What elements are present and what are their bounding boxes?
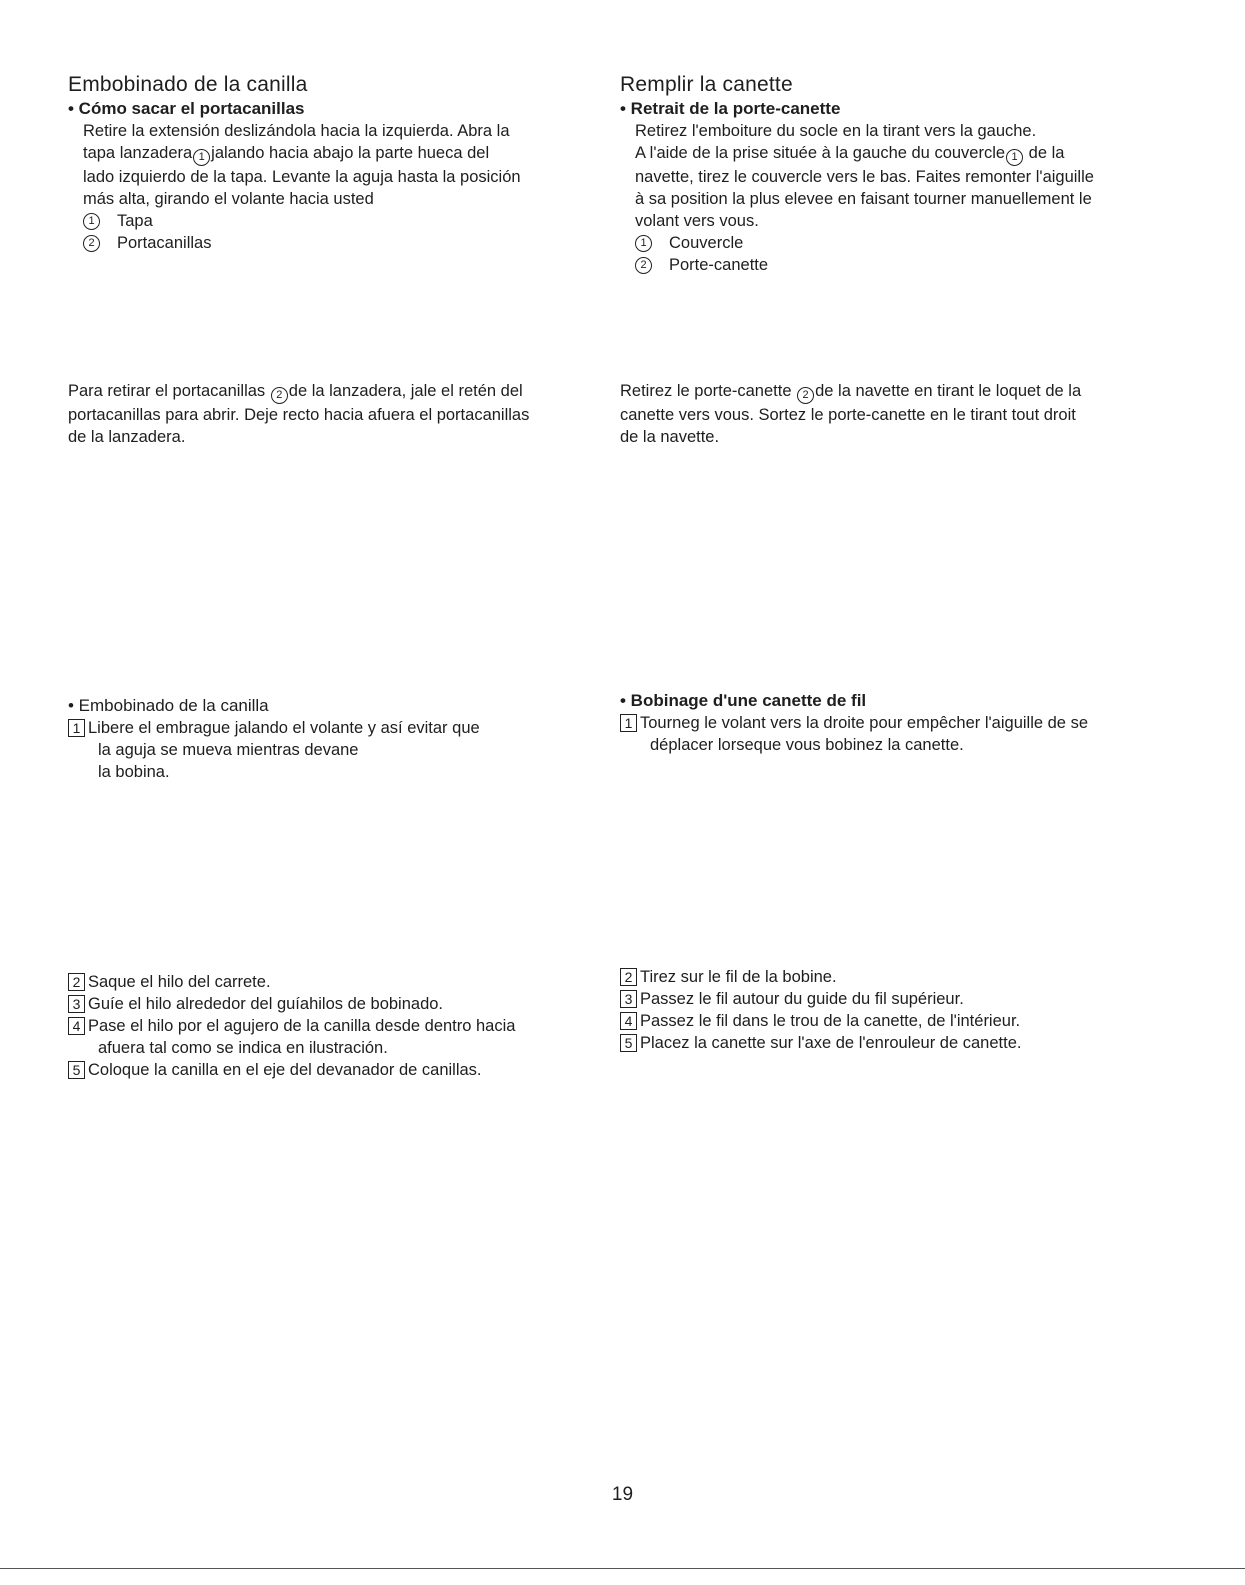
fr-step-1-text: Tourneg le volant vers la droite pour empêcher l'aiguille de se xyxy=(640,714,1088,732)
fr-section-remove-bobbin-case xyxy=(620,74,1180,276)
es-step-3 xyxy=(68,993,608,1015)
fr-title: Remplir la canette xyxy=(620,73,793,96)
es-retract-line-1b: de la lanzadera, jale el retén del xyxy=(288,382,523,400)
es-step-2-text: Saque el hilo del carrete. xyxy=(88,973,271,991)
page-number: 19 xyxy=(611,1484,634,1505)
fr-retract-line-1 xyxy=(620,380,1180,404)
es-section-winding xyxy=(68,695,608,783)
step-number-5-box: 5 xyxy=(68,1061,85,1079)
es-step-1-text: Libere el embrague jalando el volante y así evitar que xyxy=(88,719,480,737)
es-section-steps xyxy=(68,971,608,1081)
es-step-4 xyxy=(68,1015,608,1037)
es-retract-line-1a: Para retirar el portacanillas xyxy=(68,382,270,400)
callout-2-marker: 2 xyxy=(271,387,288,404)
es-remove-line-2 xyxy=(83,142,608,166)
callout-1-marker: 1 xyxy=(193,149,210,166)
es-legend-item-2 xyxy=(68,232,608,254)
fr-section-retract-bobbin-case xyxy=(620,380,1180,448)
callout-2-marker: 2 xyxy=(797,387,814,404)
fr-remove-line-2 xyxy=(635,142,1180,166)
es-remove-line-2b: jalando hacia abajo la parte hueca del xyxy=(211,144,490,162)
fr-step-4 xyxy=(620,1010,1180,1032)
es-step-4-cont: afuera tal como se indica en ilustración. xyxy=(98,1039,388,1057)
bottom-rule xyxy=(0,1568,1245,1569)
es-step-3-text: Guíe el hilo alrededor del guíahilos de bobinado. xyxy=(88,995,444,1013)
fr-remove-line-4: à sa position la plus elevee en faisant tourner manuellement le xyxy=(635,190,1092,208)
step-number-5-box: 5 xyxy=(620,1034,637,1052)
fr-legend-label-1: Couvercle xyxy=(669,234,744,252)
es-legend-label-1: Tapa xyxy=(117,212,153,230)
es-step-1 xyxy=(68,717,608,739)
es-remove-line-2a: tapa lanzadera xyxy=(83,144,193,162)
fr-subheading-remove: • Retrait de la porte-canette xyxy=(620,99,841,118)
es-retract-line-3: de la lanzadera. xyxy=(68,428,186,446)
fr-legend-item-2 xyxy=(620,254,1180,276)
fr-retract-line-2: canette vers vous. Sortez le porte-canette en le tirant tout droit xyxy=(620,406,1076,424)
es-subheading-remove: • Cómo sacar el portacanillas xyxy=(68,99,305,118)
callout-2-marker: 2 xyxy=(83,235,100,252)
es-step-2 xyxy=(68,971,608,993)
fr-step-1-cont-1: déplacer lorseque vous bobinez la canette. xyxy=(650,736,964,754)
callout-1-marker: 1 xyxy=(83,213,100,230)
fr-step-2-text: Tirez sur le fil de la bobine. xyxy=(640,968,837,986)
step-number-1-box: 1 xyxy=(620,714,637,732)
callout-1-marker: 1 xyxy=(1006,149,1023,166)
step-number-2-box: 2 xyxy=(620,968,637,986)
es-remove-line-1: Retire la extensión deslizándola hacia la izquierda. Abra la xyxy=(83,122,510,140)
fr-legend-item-1 xyxy=(620,232,1180,254)
es-retract-line-1 xyxy=(68,380,588,404)
fr-remove-line-5: volant vers vous. xyxy=(635,212,759,230)
es-section-remove-bobbin-case xyxy=(68,74,608,254)
es-legend-label-2: Portacanillas xyxy=(117,234,212,252)
fr-section-winding xyxy=(620,690,1180,756)
es-step-4-text: Pase el hilo por el agujero de la canilla desde dentro hacia xyxy=(88,1017,516,1035)
fr-retract-line-1b: de la navette en tirant le loquet de la xyxy=(815,382,1082,400)
step-number-1-box: 1 xyxy=(68,719,85,737)
fr-remove-line-2b: de la xyxy=(1024,144,1065,162)
fr-remove-line-3: navette, tirez le couvercle vers le bas. Faites remonter l'aiguille xyxy=(635,168,1094,186)
fr-remove-line-1: Retirez l'emboiture du socle en la tirant vers la gauche. xyxy=(635,122,1037,140)
es-step-1-cont-2: la bobina. xyxy=(98,763,170,781)
es-step-5 xyxy=(68,1059,608,1081)
fr-step-3-text: Passez le fil autour du guide du fil supérieur. xyxy=(640,990,964,1008)
step-number-3-box: 3 xyxy=(68,995,85,1013)
fr-remove-paragraph xyxy=(620,120,1180,232)
step-number-4-box: 4 xyxy=(68,1017,85,1035)
fr-section-steps xyxy=(620,966,1180,1054)
fr-step-2 xyxy=(620,966,1180,988)
fr-legend-label-2: Porte-canette xyxy=(669,256,769,274)
fr-step-3 xyxy=(620,988,1180,1010)
es-remove-line-3: lado izquierdo de la tapa. Levante la aguja hasta la posición xyxy=(83,168,521,186)
fr-step-1 xyxy=(620,712,1180,734)
fr-remove-line-2a: A l'aide de la prise située à la gauche du couvercle xyxy=(635,144,1006,162)
fr-retract-line-3: de la navette. xyxy=(620,428,720,446)
es-remove-line-4: más alta, girando el volante hacia usted xyxy=(83,190,374,208)
step-number-4-box: 4 xyxy=(620,1012,637,1030)
es-retract-line-2: portacanillas para abrir. Deje recto hacia afuera el portacanillas xyxy=(68,406,530,424)
es-title: Embobinado de la canilla xyxy=(68,73,308,96)
es-step-5-text: Coloque la canilla en el eje del devanador de canillas. xyxy=(88,1061,482,1079)
es-section-retract-bobbin-case xyxy=(68,380,588,448)
es-step-1-cont-1: la aguja se mueva mientras devane xyxy=(98,741,359,759)
es-legend-item-1 xyxy=(68,210,608,232)
es-winding-heading: • Embobinado de la canilla xyxy=(68,696,269,715)
fr-winding-heading: • Bobinage d'une canette de fil xyxy=(620,691,867,710)
fr-retract-line-1a: Retirez le porte-canette xyxy=(620,382,797,400)
fr-step-5-text: Placez la canette sur l'axe de l'enrouleur de canette. xyxy=(640,1034,1022,1052)
callout-2-marker: 2 xyxy=(635,257,652,274)
fr-step-4-text: Passez le fil dans le trou de la canette, de l'intérieur. xyxy=(640,1012,1021,1030)
callout-1-marker: 1 xyxy=(635,235,652,252)
step-number-3-box: 3 xyxy=(620,990,637,1008)
es-remove-paragraph xyxy=(68,120,608,210)
step-number-2-box: 2 xyxy=(68,973,85,991)
fr-step-5 xyxy=(620,1032,1180,1054)
